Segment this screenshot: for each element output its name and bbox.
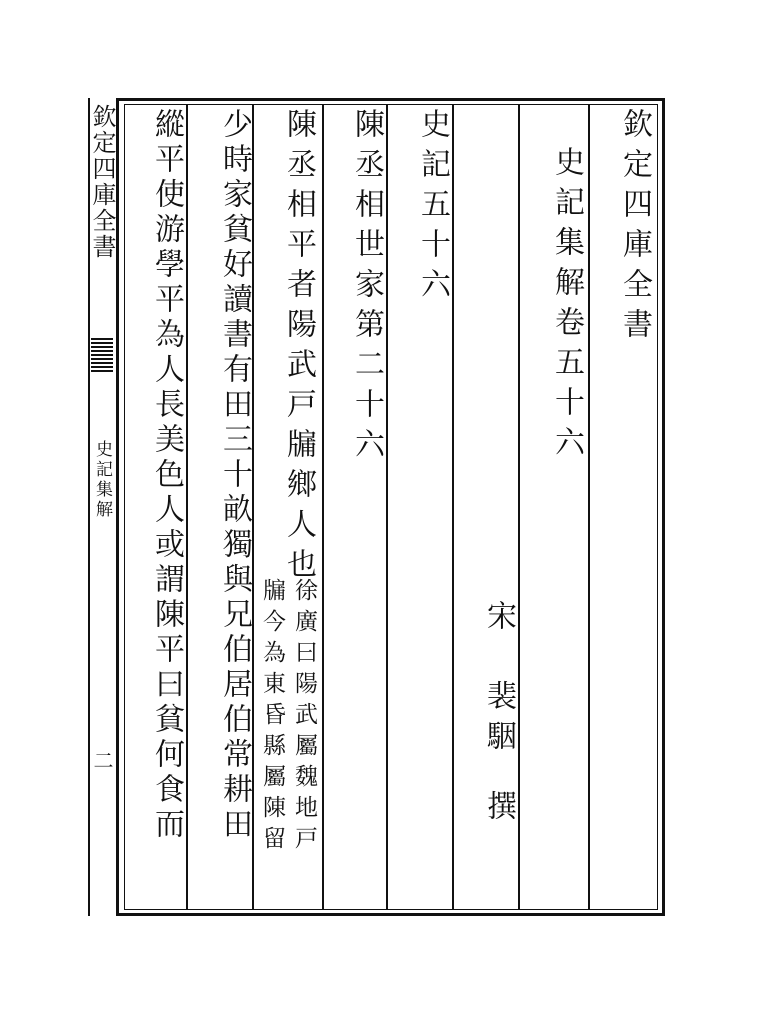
- column-rule: [386, 104, 388, 910]
- main-text-line-3: 縱平使游學平為人長美色人或謂陳平曰貧何食而: [149, 108, 184, 843]
- author-dynasty: 宋: [481, 600, 516, 640]
- annotation-right: 徐廣曰陽武屬魏地戸: [291, 578, 317, 857]
- margin-book-title: 史記集解: [92, 440, 112, 520]
- margin-page-number: 二: [90, 750, 114, 770]
- collection-header: 欽定四庫全書: [617, 108, 652, 348]
- column-rule: [452, 104, 454, 910]
- column-rule: [186, 104, 188, 910]
- column-rule: [518, 104, 520, 910]
- fish-tail-mark: [91, 338, 113, 372]
- chapter-heading: 陳丞相世家第二十六: [349, 108, 384, 468]
- column-rule: [322, 104, 324, 910]
- main-text-line-2: 少時家貧好讀書有田三十畝獨與兄伯居伯常耕田: [217, 108, 252, 843]
- book-title: 史記集解卷五十六: [549, 146, 584, 466]
- column-rule: [588, 104, 590, 910]
- section-heading: 史記五十六: [415, 108, 450, 308]
- main-text-line-1: 陳丞相平者陽武戸牖鄉人也: [281, 108, 316, 588]
- annotation-left: 牖今為東昏縣屬陳留: [259, 578, 285, 857]
- author-role: 撰: [481, 790, 516, 830]
- author-name: 裴駰: [481, 680, 516, 760]
- margin-collection-title: 欽定四庫全書: [88, 104, 116, 260]
- column-rule: [252, 104, 254, 910]
